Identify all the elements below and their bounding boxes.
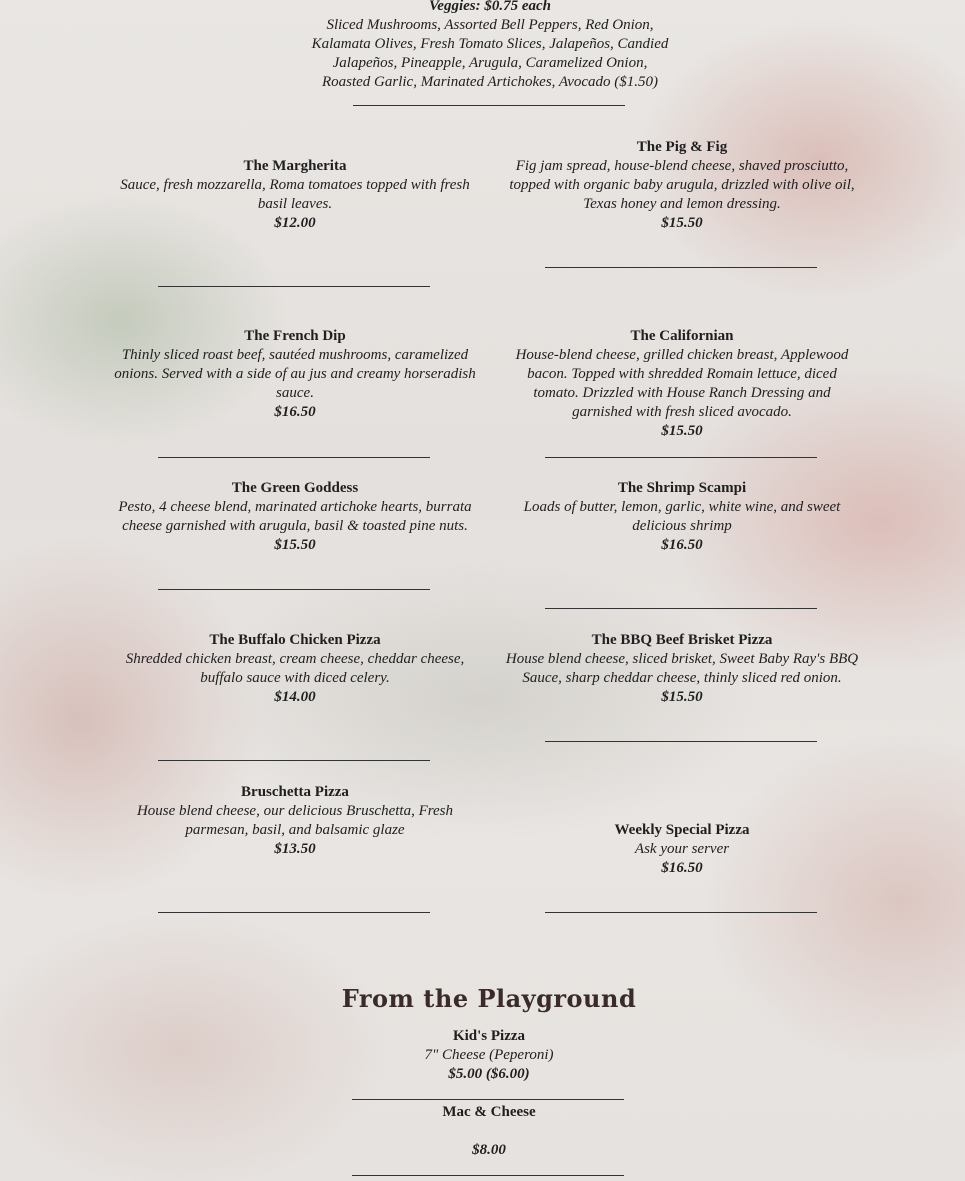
item-price: $15.50 [661, 423, 703, 439]
item-description: sauce. [276, 385, 314, 401]
item-price: $15.50 [661, 215, 703, 231]
menu-item-margherita [100, 157, 490, 233]
item-description: buffalo sauce with diced celery. [200, 670, 390, 686]
menu-item-buffalo-chicken [100, 631, 490, 707]
divider [352, 1099, 624, 1100]
item-price: $15.50 [274, 537, 316, 553]
item-description: onions. Served with a side of au jus and creamy horseradish [114, 366, 476, 382]
item-price: $8.00 [472, 1142, 506, 1158]
item-price: $15.50 [661, 689, 703, 705]
divider [158, 457, 430, 458]
item-description: 7" Cheese (Peperoni) [424, 1047, 554, 1063]
menu-item-shrimp-scampi [487, 479, 877, 555]
item-price: $12.00 [274, 215, 316, 231]
item-name: The BBQ Beef Brisket Pizza [591, 632, 773, 648]
divider [545, 267, 817, 268]
veggies-section [290, 0, 690, 92]
item-name: The Pig & Fig [636, 139, 728, 155]
item-description: basil leaves. [257, 196, 333, 212]
menu-item-french-dip [100, 327, 490, 422]
menu-item-green-goddess [100, 479, 490, 555]
item-description: Pesto, 4 cheese blend, marinated artichoke hearts, burrata [118, 499, 472, 515]
item-name: Weekly Special Pizza [614, 822, 750, 838]
divider [545, 741, 817, 742]
menu-item-bbq-brisket [487, 631, 877, 707]
item-price: $5.00 ($6.00) [448, 1066, 530, 1082]
item-description: Sauce, sharp cheddar cheese, thinly sliced red onion. [522, 670, 842, 686]
item-name: Kid's Pizza [452, 1028, 526, 1044]
item-description: garnished with fresh sliced avocado. [572, 404, 792, 420]
item-price: $16.50 [661, 537, 703, 553]
divider [158, 912, 430, 913]
item-description: Thinly sliced roast beef, sautéed mushrooms, caramelized [121, 347, 469, 363]
divider [352, 1175, 624, 1176]
item-description: Loads of butter, lemon, garlic, white wine, and sweet [523, 499, 841, 515]
veggies-line: Kalamata Olives, Fresh Tomato Slices, Jalapeños, Candied [311, 36, 669, 52]
item-price: $16.50 [274, 404, 316, 420]
item-description: Fig jam spread, house-blend cheese, shaved prosciutto, [515, 158, 849, 174]
menu-item-californian [487, 327, 877, 441]
menu-item-bruschetta [100, 783, 490, 859]
item-description: House blend cheese, our delicious Bruschetta, Fresh [136, 803, 454, 819]
item-description: tomato. Drizzled with House Ranch Dressing and [533, 385, 831, 401]
menu-item-mac-cheese [294, 1103, 684, 1160]
item-description: Shredded chicken breast, cream cheese, cheddar cheese, [125, 651, 465, 667]
item-price: $14.00 [274, 689, 316, 705]
item-description: House blend cheese, sliced brisket, Sweet Baby Ray's BBQ [505, 651, 859, 667]
divider [545, 608, 817, 609]
section-heading: From the Playground [341, 984, 637, 1013]
item-description: topped with organic baby arugula, drizzled with olive oil, [509, 177, 855, 193]
divider [353, 105, 625, 106]
item-description: Texas honey and lemon dressing. [583, 196, 781, 212]
item-description: delicious shrimp [632, 518, 732, 534]
item-name: The Californian [630, 328, 734, 344]
menu-item-kids-pizza [294, 1027, 684, 1084]
item-name: The Green Goddess [231, 480, 359, 496]
divider [158, 589, 430, 590]
item-description: Ask your server [634, 841, 730, 857]
item-description: bacon. Topped with shredded Romain lettuce, diced [527, 366, 837, 382]
item-name: Bruschetta Pizza [241, 784, 349, 800]
item-price: $13.50 [274, 841, 316, 857]
item-name: The French Dip [244, 328, 346, 344]
divider [158, 286, 430, 287]
divider [545, 912, 817, 913]
item-description: House-blend cheese, grilled chicken breast, Applewood [515, 347, 849, 363]
menu-item-weekly-special [487, 821, 877, 878]
veggies-line: Jalapeños, Pineapple, Arugula, Caramelized Onion, [332, 55, 648, 71]
item-description: parmesan, basil, and balsamic glaze [185, 822, 405, 838]
item-name: The Margherita [243, 158, 347, 174]
divider [545, 457, 817, 458]
veggies-line: Roasted Garlic, Marinated Artichokes, Avocado ($1.50) [321, 74, 659, 90]
item-description: Sauce, fresh mozzarella, Roma tomatoes topped with fresh [120, 177, 470, 193]
item-price: $16.50 [661, 860, 703, 876]
item-name: Mac & Cheese [442, 1104, 536, 1120]
item-description: cheese garnished with arugula, basil & toasted pine nuts. [122, 518, 468, 534]
veggies-line: Sliced Mushrooms, Assorted Bell Peppers, Red Onion, [326, 17, 654, 33]
veggies-title: Veggies: $0.75 each [428, 0, 552, 14]
divider [158, 760, 430, 761]
item-name: The Shrimp Scampi [617, 480, 747, 496]
item-name: The Buffalo Chicken Pizza [209, 632, 381, 648]
menu-item-pig-fig [487, 138, 877, 233]
